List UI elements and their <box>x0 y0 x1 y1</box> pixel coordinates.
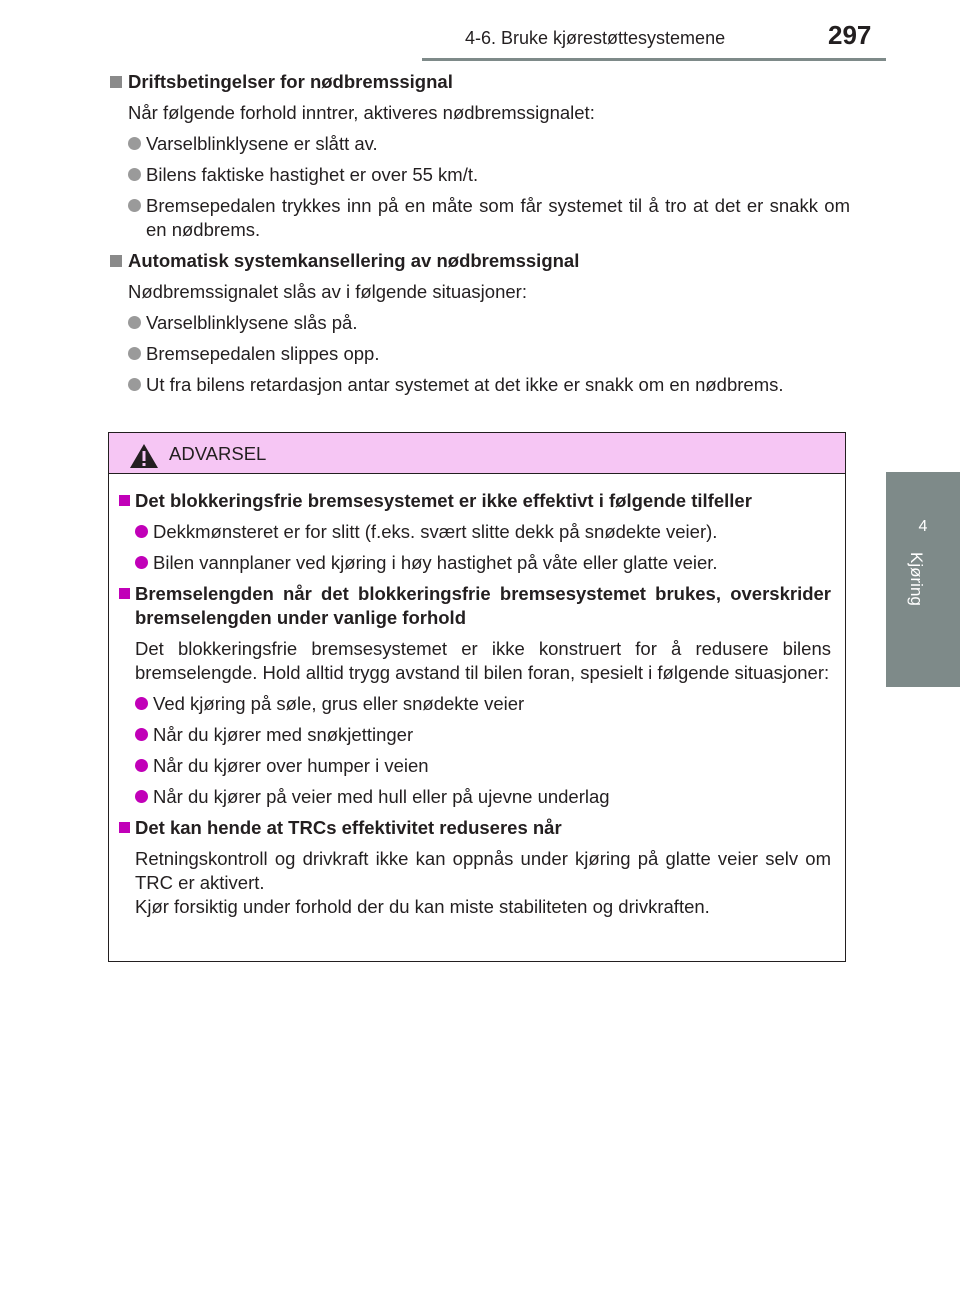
square-bullet-icon <box>110 76 122 88</box>
warning-text: Retningskontroll og drivkraft ikke kan oppnås under kjøring på glatte veier selv om TRC er aktivert. <box>135 848 831 893</box>
circle-bullet-icon <box>135 759 148 772</box>
square-bullet-icon <box>119 588 130 599</box>
circle-bullet-icon <box>128 378 141 391</box>
circle-bullet-icon <box>135 790 148 803</box>
warning-box <box>108 432 846 962</box>
list-item: Ut fra bilens retardasjon antar systemet at det ikke er snakk om en nødbrems. <box>110 373 850 397</box>
square-bullet-icon <box>110 255 122 267</box>
header-rule <box>422 58 886 61</box>
warning-header <box>109 433 845 474</box>
section-intro: Når følgende forhold inntrer, aktiveres nødbremssignalet: <box>128 102 595 123</box>
warning-body <box>119 489 831 919</box>
warning-heading: Bremselengden når det blokkeringsfrie bremsesystemet brukes, overskrider bremselengden under vanlige forhold <box>119 582 831 630</box>
page-header <box>0 0 960 60</box>
circle-bullet-icon <box>135 697 148 710</box>
warning-triangle-icon <box>129 443 159 469</box>
square-bullet-icon <box>119 822 130 833</box>
list-item: Bilens faktiske hastighet er over 55 km/t. <box>110 163 850 187</box>
circle-bullet-icon <box>135 525 148 538</box>
circle-bullet-icon <box>128 347 141 360</box>
list-item: Bilen vannplaner ved kjøring i høy hastighet på våte eller glatte veier. <box>119 551 831 575</box>
warning-text: Det blokkeringsfrie bremsesystemet er ikke konstruert for å redusere bilens bremselengde. Hold alltid trygg avstand til bilen foran, spesielt i følgende situasjoner: <box>135 638 831 683</box>
section-intro: Nødbremssignalet slås av i følgende situasjoner: <box>128 281 527 302</box>
square-bullet-icon <box>119 495 130 506</box>
circle-bullet-icon <box>128 137 141 150</box>
section-heading: Driftsbetingelser for nødbremssignal <box>110 70 850 94</box>
circle-bullet-icon <box>128 168 141 181</box>
circle-bullet-icon <box>135 728 148 741</box>
warning-title: ADVARSEL <box>169 443 267 464</box>
list-item: Varselblinklysene slås på. <box>110 311 850 335</box>
list-item: Når du kjører på veier med hull eller på ujevne underlag <box>119 785 831 809</box>
chapter-number: 4 <box>918 518 928 535</box>
warning-text: Kjør forsiktig under forhold der du kan miste stabiliteten og drivkraften. <box>135 896 710 917</box>
list-item: Bremsepedalen slippes opp. <box>110 342 850 366</box>
main-content <box>110 70 850 397</box>
circle-bullet-icon <box>135 556 148 569</box>
chapter-tab <box>886 472 960 687</box>
warning-heading: Det kan hende at TRCs effektivitet reduseres når <box>119 816 831 840</box>
list-item: Bremsepedalen trykkes inn på en måte som får systemet til å tro at det er snakk om en nødbrems. <box>110 194 850 242</box>
circle-bullet-icon <box>128 316 141 329</box>
list-item: Ved kjøring på søle, grus eller snødekte veier <box>119 692 831 716</box>
warning-heading: Det blokkeringsfrie bremsesystemet er ikke effektivt i følgende tilfeller <box>119 489 831 513</box>
section-heading: Automatisk systemkansellering av nødbremssignal <box>110 249 850 273</box>
section-title: 4-6. Bruke kjørestøttesystemene <box>465 28 726 48</box>
list-item: Når du kjører over humper i veien <box>119 754 831 778</box>
page-number: 297 <box>828 20 872 50</box>
list-item: Når du kjører med snøkjettinger <box>119 723 831 747</box>
circle-bullet-icon <box>128 199 141 212</box>
chapter-label: Kjøring <box>907 552 926 606</box>
list-item: Dekkmønsteret er for slitt (f.eks. svært slitte dekk på snødekte veier). <box>119 520 831 544</box>
list-item: Varselblinklysene er slått av. <box>110 132 850 156</box>
